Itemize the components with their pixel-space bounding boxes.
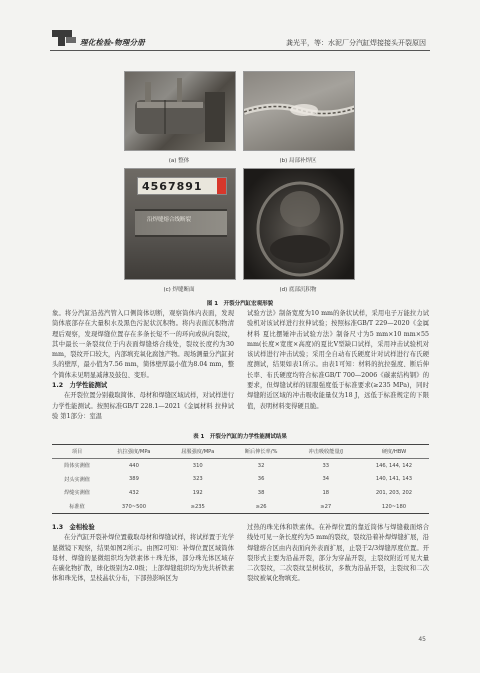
table-1-title: 表 1 开裂分汽缸的力学性能测试结果 [193,434,287,440]
header-rule [50,50,430,51]
table-cell: 32 [257,462,265,469]
ruler-digits: 4567891 [142,180,203,193]
table-cell: 38 [257,489,265,496]
table-cell: 简体实测值 [64,463,90,470]
photo-annotation: 沿焊缝熔合线断裂 [147,217,192,223]
table-cell: 146, 144, 142 [375,462,413,469]
table-cell: 封头实测值 [64,476,90,483]
paragraph: 试验方法》制备宽度为10 mm的条状试样，采用电子万能拉力试验机对该试样进行拉伸试验；按照标准GB/T 229—2020《金属材料 夏比摆锤冲击试验方法》制备尺寸为5 mm×10 mm×55 mm(长度×宽度×高度)的夏比V型缺口试样，采用冲击试验机对该试样进行冲击试验；采用全自动布氏硬度计对试样进行布氏硬度测试，结果如表1所示。由表1可知：材料的抗拉强度、断后伸长率、布氏硬度均符合标准GB/T 700—2006《碳素结构钢》的要求，但焊缝试样的屈服强度低于标准要求(≥235 MPa)，同时焊缝附近区域的冲击吸收能量仅为18 J，远低于标准规定的下限值，表明材料变得硬且脆。 [247,310,429,410]
left-column-upper [52,309,234,422]
table-row [52,500,429,514]
mechanical-properties-table [52,444,429,514]
table-cell: 440 [129,462,139,469]
table-header-cell: 断后伸长率/% [230,445,293,459]
table-cell: 370~500 [102,500,166,514]
page-number: 45 [418,636,426,643]
table-cell: 432 [129,489,139,496]
table-header-cell: 冲击吸收能量/J [293,445,359,459]
caption-b: (b) 局部补焊区 [279,158,317,164]
table-cell: ≥235 [166,500,230,514]
paragraph: 在分汽缸开裂补焊位置截取母材和焊缝试样，将试样置于光学显微镜下观察，结果如图2所示。由图2可知：补焊位置区域筒体母材、焊缝的显微组织均为铁素体＋珠光体，部分珠光体区域存在碳化物扩散，球化级别为2.0级；上部焊缝组织均为先共析铁素体和珠光体，呈枝晶状分布，下部热影响区为 [52,534,235,583]
right-column-upper [247,309,429,412]
paragraph: 过热的珠光体和铁素体。在补焊位置的靠近筒体与焊缝截面熔合线处可见一条长度约为5 mm的裂纹，裂纹沿着补焊焊缝扩展，沿焊缝熔合区由内表面向外表面扩展，止裂于2/3焊缝厚度位置。开裂形式主要为沿晶开裂，部分为穿晶开裂，主裂纹附近可见大量二次裂纹，二次裂纹呈树枝状，多数为沿晶开裂，主裂纹和二次裂纹被氧化物填充。 [247,524,429,583]
caption-a: (a) 整体 [168,158,190,164]
ruler [137,177,227,195]
table-cell: 201, 203, 202 [375,489,413,496]
paragraph: 象。将分汽缸沿蒸汽管入口侧筒体切断，观察筒体内表面，发现筒体底部存在大量积水及黑色污泥状沉积物。将内表面沉积物清理后观察，发现焊缝位置存在多条长短不一的环向或纵向裂纹，其中最长一条裂纹位于内表面焊缝熔合线处，裂纹长度约为30 mm，裂纹开口较大，内部填充氧化腐蚀产物。现场测量分汽缸封头的壁厚，最小值为7.56 mm，简体壁厚最小值为8.04 mm，整个简体未见明显减薄及鼓包、变形。 [52,310,234,379]
photo-weld-section [124,168,236,280]
caption-c: (c) 焊缝断面 [163,287,195,293]
table-header-cell: 项目 [52,445,102,459]
table-cell: 192 [192,489,203,496]
section-heading-1-2: 1.2 力学性能测试 [52,382,108,390]
table-row [52,473,429,487]
table-header-row [52,445,429,459]
photo-bottom-deposit [243,168,355,280]
table-cell: 标准值 [52,500,102,514]
table-header-cell: 硬度/HBW [359,445,429,459]
left-column-lower [52,523,234,585]
table-row [52,459,429,473]
caption-d: (d) 底部沉积物 [279,287,317,293]
table-cell: 310 [192,462,203,469]
table-cell: 120~180 [359,500,429,514]
journal-name: 理化检验-物理分册 [80,38,145,47]
right-column-lower [247,523,429,585]
table-cell: ≥27 [293,500,359,514]
table-row [52,486,429,500]
section-heading-1-3: 1.3 金相检验 [52,524,95,531]
table-header-cell: 抗拉强度/MPa [102,445,166,459]
journal-logo [52,28,78,46]
table-cell: 323 [192,476,203,483]
paragraph: 在开裂位置分别截取简体、母材和焊缝区域试样，对试样进行力学性能测试。按照标准GB/T 228.1—2021《金属材料 拉伸试验 第1部分：室温 [52,392,235,420]
running-title: 龚光平，等：水泥厂分汽缸焊接接头开裂原因 [286,39,426,47]
table-cell: 18 [322,489,330,496]
table-cell: 36 [257,476,265,483]
table-header-cell: 屈服强度/MPa [166,445,230,459]
table-cell: 焊缝实测值 [64,490,90,497]
table-cell: 33 [322,462,330,469]
figure-1-title: 图 1 开裂分汽缸宏观形貌 [206,301,274,307]
photo-overall-vessel [124,71,236,151]
table-cell: 389 [129,476,139,483]
table-cell: 140, 141, 143 [375,476,413,483]
table-cell: 34 [322,476,330,483]
table-cell: ≥26 [230,500,293,514]
photo-repair-weld [243,71,355,151]
